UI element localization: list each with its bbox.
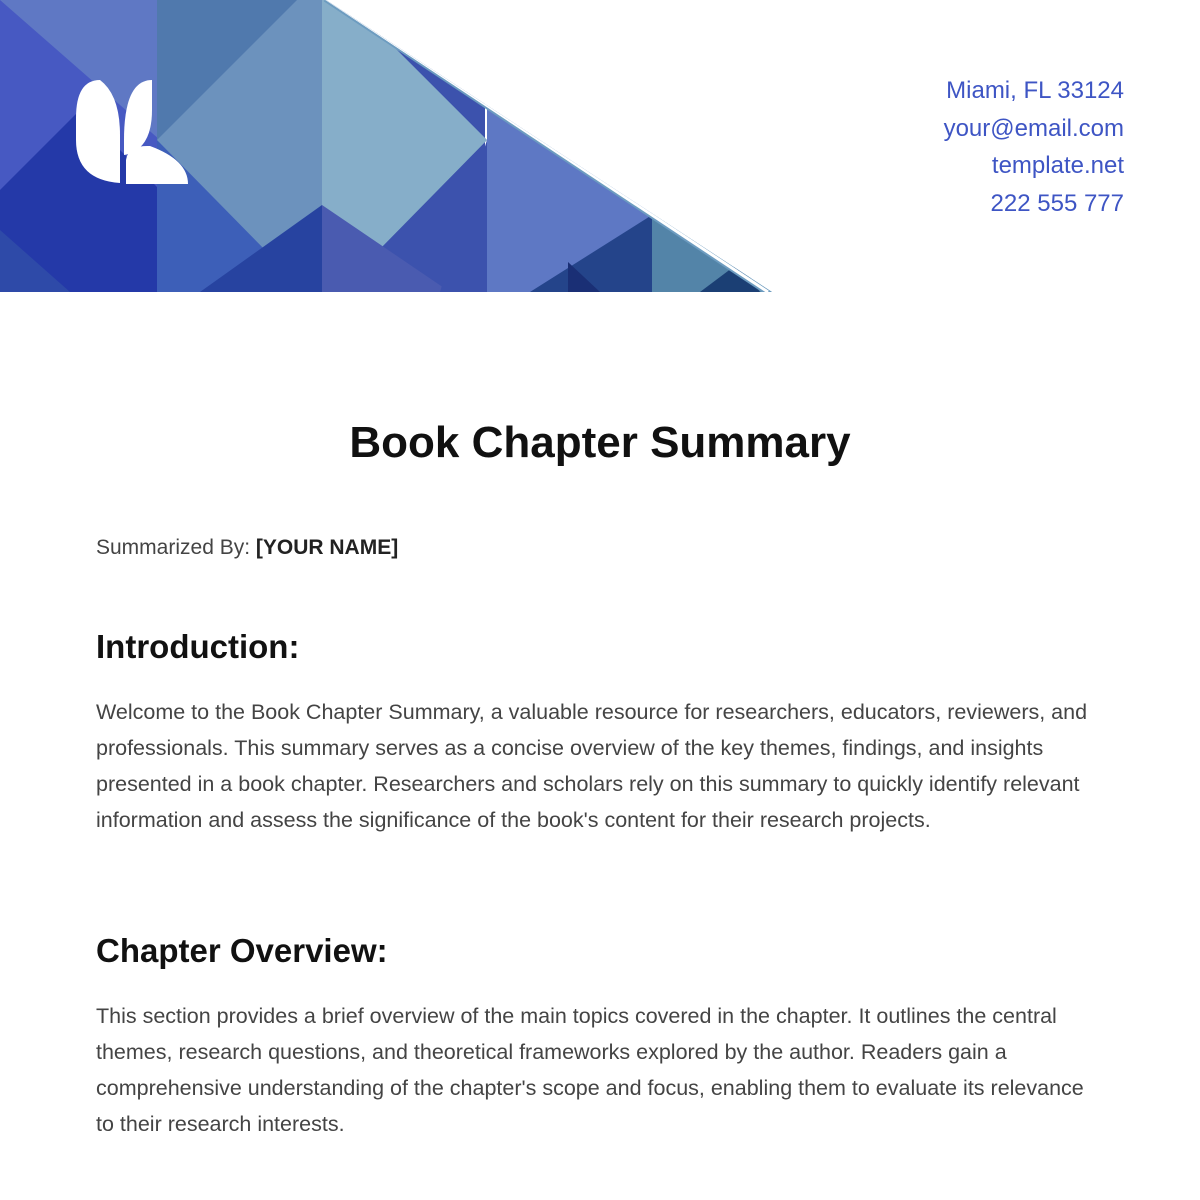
contact-info xyxy=(944,72,1124,222)
contact-email[interactable]: your@email.com xyxy=(943,114,1124,142)
summarized-by-label: Summarized By: xyxy=(96,536,251,559)
geometric-banner-graphic xyxy=(0,0,780,292)
section-body-chapter-overview: This section provides a brief overview of the main topics covered in the chapter. It outlines the central themes, research questions, and theoretical frameworks explored by the author. Readers gain a comprehensive understanding of the chapter's scope and focus, enabling them to evaluate its relevance to their research interests. xyxy=(96,1004,1084,1136)
section-body-introduction: Welcome to the Book Chapter Summary, a valuable resource for researchers, educators, reviewers, and professionals. This summary serves as a concise overview of the key themes, findings, and insights presented in a book chapter. Researchers and scholars rely on this summary to quickly identify relevant information and assess the significance of the book's content for their research projects. xyxy=(96,700,1088,832)
section-heading-chapter-overview: Chapter Overview: xyxy=(96,932,388,969)
summarized-by-value: [YOUR NAME] xyxy=(255,536,399,559)
contact-address: Miami, FL 33124 xyxy=(946,77,1124,104)
contact-phone: 222 555 777 xyxy=(990,189,1124,217)
section-heading-introduction: Introduction: xyxy=(96,628,300,665)
summarized-by xyxy=(96,536,398,560)
page-title: Book Chapter Summary xyxy=(349,418,851,467)
contact-website[interactable]: template.net xyxy=(991,152,1124,179)
header-banner xyxy=(0,0,780,292)
